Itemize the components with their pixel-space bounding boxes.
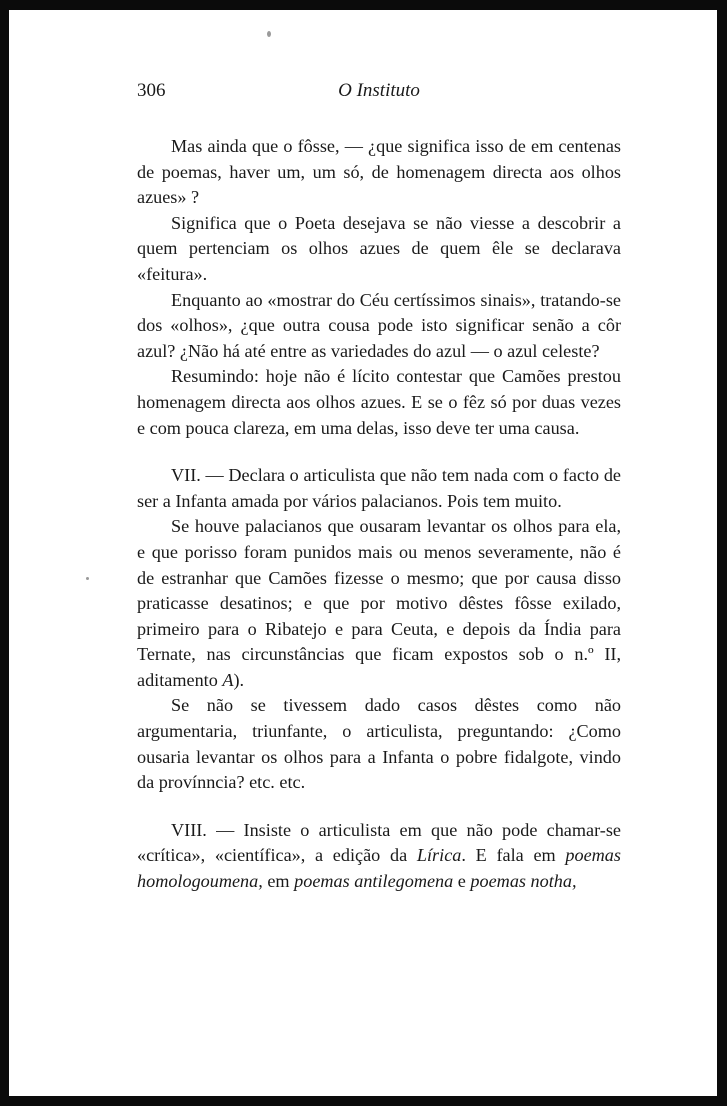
running-head [137,80,621,108]
body-text [137,134,621,895]
text-run: VII. — Declara o articulista que não tem nada com o facto de ser a Infanta amada por vários palacianos. Pois tem muito. [137,465,621,511]
page-number: 306 [137,80,166,101]
page-content [137,80,621,895]
text-run: Se houve palacianos que ousaram levantar os olhos para ela, e que porisso foram punidos mais ou menos severamente, não é de estranhar que Camões fizesse o mesmo; que por causa disso praticasse desatinos; e que por motivo dêstes fôsse exilado, primeiro para o Ribatejo e para Ceuta, e depois da Índia para Ternate, nas circunstâncias que ficam expostos sob o n.º II, aditamento [137,516,621,690]
paragraph [137,288,621,365]
text-run: Enquanto ao «mostrar do Céu certíssimos sinais», tratando-se dos «olhos», ¿que outra cousa pode isto significar senão a côr azul? ¿Não há até entre as variedades do azul — o azul celeste? [137,289,621,361]
text-run: ). [233,669,245,690]
paragraph [137,211,621,288]
paragraph [137,693,621,795]
book-page [9,10,717,1096]
paragraph [137,463,621,514]
paragraph [137,818,621,895]
paragraph [137,364,621,441]
journal-title: O Instituto [338,80,420,101]
text-run: em [262,871,295,892]
text-run: VIII. — Insiste o articulista em que não pode chamar-se «crítica», «científica», a edição da [137,819,621,866]
text-run: . E fala em [461,845,566,866]
italic-text: poemas notha, [470,871,577,892]
text-run: Se não se tivessem dado casos dêstes como não argumentaria, triunfante, o articulista, preguntando: ¿Como ousaria levantar os olhos para a Infanta o pobre fidalgote, vindo da provínncia? etc. etc. [137,695,621,793]
text-run: e [453,871,471,892]
text-run: Mas ainda que o fôsse, — ¿que significa isso de em centenas de poemas, haver um, um só, de homenagem directa aos olhos azues» ? [137,136,621,208]
italic-text: poemas antilegomena [294,871,454,892]
paragraph [137,134,621,211]
italic-text: A [222,669,234,690]
text-run: Significa que o Poeta desejava se não viesse a descobrir a quem pertenciam os olhos azues de quem êle se declarava «feitura». [137,212,621,284]
scan-speck [86,577,89,580]
italic-text: Lírica [416,845,462,866]
scan-speck [267,31,271,37]
text-run: Resumindo: hoje não é lícito contestar que Camões prestou homenagem directa aos olhos azues. E se o fêz só por duas vezes e com pouca clareza, em uma delas, isso deve ter uma causa. [137,366,621,438]
paragraph [137,514,621,693]
italic-text: poemas homologoumena, [137,845,621,892]
